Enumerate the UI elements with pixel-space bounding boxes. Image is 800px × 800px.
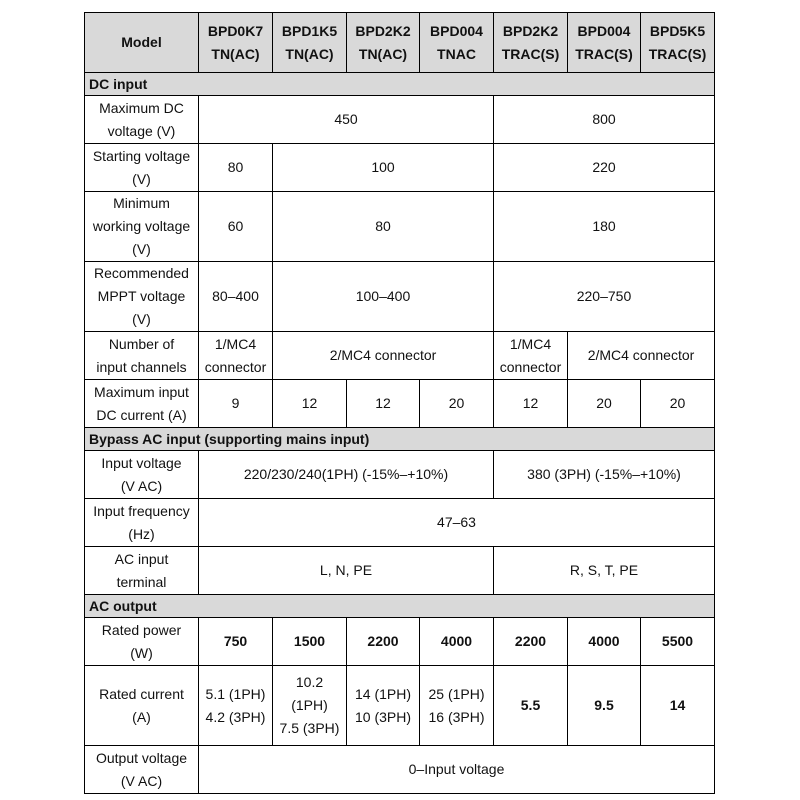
row-input-voltage [85,451,715,499]
cell: L, N, PE [199,547,494,595]
row-label: AC input terminal [85,547,199,595]
row-label: Maximum DC voltage (V) [85,96,199,144]
cell: 220 [494,144,715,192]
row-label: Rated current (A) [85,666,199,746]
model-col-3: BPD2K2 TN(AC) [347,13,420,73]
cell: 2200 [347,618,420,666]
model-col-2: BPD1K5 TN(AC) [273,13,347,73]
cell: 5500 [641,618,715,666]
cell: 5.1 (1PH) 4.2 (3PH) [199,666,273,746]
cell: 220/230/240(1PH) (-15%–+10%) [199,451,494,499]
spec-table-container [84,12,715,794]
row-label: Input frequency (Hz) [85,499,199,547]
cell: 14 [641,666,715,746]
cell: 9 [199,380,273,428]
row-min-working-voltage [85,192,715,262]
cell: 450 [199,96,494,144]
cell: 180 [494,192,715,262]
row-label: Recommended MPPT voltage (V) [85,262,199,332]
row-label: Minimum working voltage (V) [85,192,199,262]
model-col-5: BPD2K2 TRAC(S) [494,13,568,73]
section-title: Bypass AC input (supporting mains input) [85,428,715,451]
model-col-1: BPD0K7 TN(AC) [199,13,273,73]
cell: 47–63 [199,499,715,547]
row-rated-power [85,618,715,666]
cell: 4000 [568,618,641,666]
cell: 100 [273,144,494,192]
header-row [85,13,715,73]
row-rated-current [85,666,715,746]
row-output-voltage [85,746,715,794]
section-dc-input [85,73,715,96]
cell: 220–750 [494,262,715,332]
cell: 1/MC4 connector [494,332,568,380]
cell: 80–400 [199,262,273,332]
row-input-frequency [85,499,715,547]
row-input-channels [85,332,715,380]
cell: 800 [494,96,715,144]
cell: 4000 [420,618,494,666]
cell: 80 [199,144,273,192]
row-label: Input voltage (V AC) [85,451,199,499]
model-col-7: BPD5K5 TRAC(S) [641,13,715,73]
section-bypass-ac [85,428,715,451]
cell: 9.5 [568,666,641,746]
cell: 1500 [273,618,347,666]
cell: 5.5 [494,666,568,746]
cell: 20 [641,380,715,428]
row-max-input-current [85,380,715,428]
row-label: Number of input channels [85,332,199,380]
cell: 80 [273,192,494,262]
row-max-dc-voltage [85,96,715,144]
cell: 2/MC4 connector [273,332,494,380]
cell: 20 [420,380,494,428]
model-col-6: BPD004 TRAC(S) [568,13,641,73]
model-col-4: BPD004 TNAC [420,13,494,73]
row-ac-terminal [85,547,715,595]
cell: 12 [347,380,420,428]
row-starting-voltage [85,144,715,192]
cell: 0–Input voltage [199,746,715,794]
cell: 14 (1PH) 10 (3PH) [347,666,420,746]
section-ac-output [85,595,715,618]
cell: 2200 [494,618,568,666]
cell: 20 [568,380,641,428]
section-title: DC input [85,73,715,96]
cell: 100–400 [273,262,494,332]
cell: R, S, T, PE [494,547,715,595]
row-label: Starting voltage (V) [85,144,199,192]
cell: 12 [273,380,347,428]
section-title: AC output [85,595,715,618]
cell: 60 [199,192,273,262]
row-label: Rated power (W) [85,618,199,666]
cell: 2/MC4 connector [568,332,715,380]
row-mppt-voltage [85,262,715,332]
cell: 12 [494,380,568,428]
spec-table [84,12,715,794]
cell: 750 [199,618,273,666]
model-header: Model [85,13,199,73]
cell: 10.2 (1PH) 7.5 (3PH) [273,666,347,746]
cell: 1/MC4 connector [199,332,273,380]
row-label: Maximum input DC current (A) [85,380,199,428]
cell: 380 (3PH) (-15%–+10%) [494,451,715,499]
cell: 25 (1PH) 16 (3PH) [420,666,494,746]
row-label: Output voltage (V AC) [85,746,199,794]
